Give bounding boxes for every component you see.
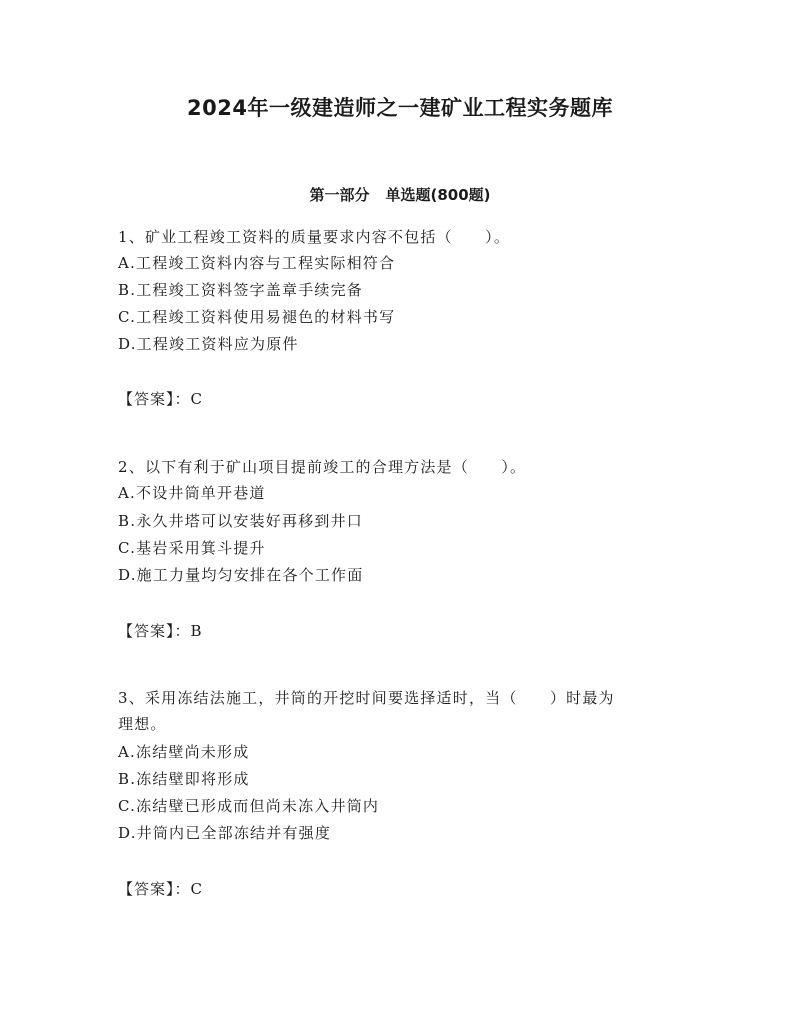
question-3-option-a: A.冻结壁尚未形成 bbox=[118, 743, 250, 761]
question-3-option-b: B.冻结壁即将形成 bbox=[118, 770, 250, 788]
question-2-answer bbox=[118, 620, 202, 642]
question-2-stem: 2、以下有利于矿山项目提前竣工的合理方法是（ ）。 bbox=[118, 458, 527, 476]
question-1-answer bbox=[118, 388, 202, 410]
question-1-stem: 1、矿业工程竣工资料的质量要求内容不包括（ ）。 bbox=[118, 228, 511, 246]
question-2-option-d: D.施工力量均匀安排在各个工作面 bbox=[118, 566, 364, 584]
section-name-label: 单选题(800题) bbox=[385, 186, 491, 204]
answer-value: C bbox=[190, 880, 202, 898]
answer-tag: 【答案】： bbox=[118, 390, 191, 408]
question-3-option-d: D.井筒内已全部冻结并有强度 bbox=[118, 824, 332, 842]
answer-value: C bbox=[190, 390, 202, 408]
section-part-label: 第一部分 bbox=[309, 186, 370, 204]
question-3-option-c: C.冻结壁已形成而但尚未冻入井筒内 bbox=[118, 797, 380, 815]
question-1-option-b: B.工程竣工资料签字盖章手续完备 bbox=[118, 281, 363, 299]
question-2-option-b: B.永久井塔可以安装好再移到井口 bbox=[118, 512, 363, 530]
document-title: 2024年一级建造师之一建矿业工程实务题库 bbox=[187, 96, 613, 120]
answer-value: B bbox=[190, 622, 202, 640]
question-3-answer bbox=[118, 878, 202, 900]
question-1-option-c: C.工程竣工资料使用易褪色的材料书写 bbox=[118, 308, 396, 326]
answer-tag: 【答案】： bbox=[118, 880, 191, 898]
answer-tag: 【答案】： bbox=[118, 622, 191, 640]
question-1-option-a: A.工程竣工资料内容与工程实际相符合 bbox=[118, 254, 396, 272]
question-3-stem-line-1: 3、采用冻结法施工，井筒的开挖时间要选择适时，当（ ）时最为 bbox=[118, 689, 615, 707]
question-2-option-c: C.基岩采用箕斗提升 bbox=[118, 539, 266, 557]
section-heading bbox=[0, 184, 800, 205]
question-3-stem-line-2: 理想。 bbox=[118, 715, 167, 733]
question-1-option-d: D.工程竣工资料应为原件 bbox=[118, 335, 299, 353]
question-2-option-a: A.不设井筒单开巷道 bbox=[118, 484, 266, 502]
